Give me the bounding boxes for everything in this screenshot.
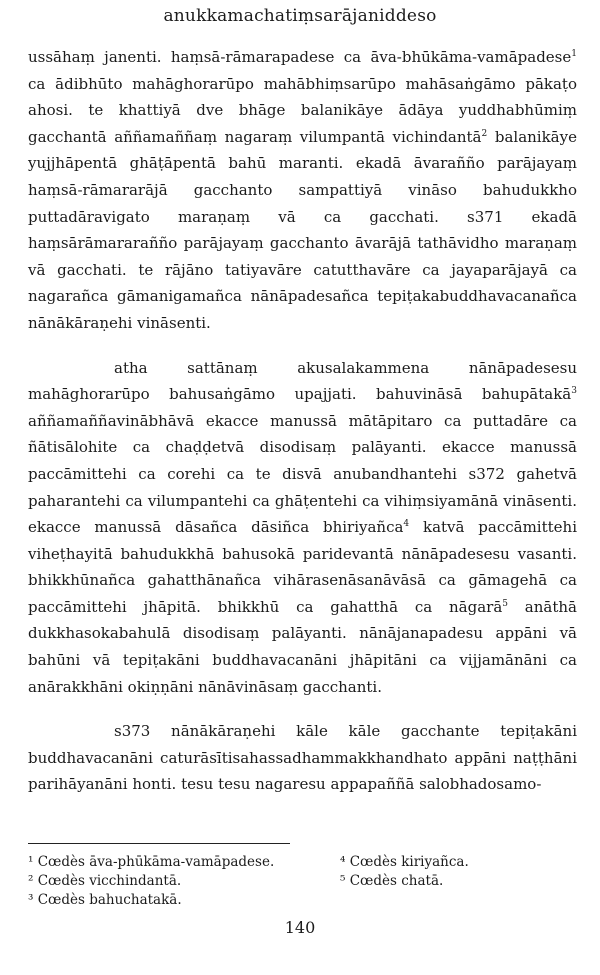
footnote-marker: 1	[571, 49, 577, 59]
text-run: anāthā dukkhasokabahulā disodisaṃ palāyanti. nānājanapadesu appāni vā bahūni vā tepiṭakāni buddhavacanāni jhāpitāni ca vijjamānāni ca anārakkhāni okiṇṇāni nānāvināsaṃ gacchanti.	[28, 597, 577, 696]
text-run: ca ādibhūto mahāghorarūpo mahābhiṃsarūpo mahāsaṅgāmo pākaṭo ahosi. te khattiyā dve bhāge balanikāye ādāya yuddhabhūmiṃ gacchantā aññamaññaṃ nagaraṃ vilumpantā vichindantā	[28, 74, 577, 146]
paragraph-1	[28, 44, 577, 337]
footnote-4: ⁴ Cœdès kiriyañca.	[340, 854, 469, 870]
footnotes-left	[28, 853, 274, 910]
text-run: aññamaññavinābhāvā ekacce manussā mātāpitaro ca puttadāre ca ñātisālohite ca chaḍḍetvā disodisaṃ palāyanti. ekacce manussā paccāmittehi ca corehi ca te disvā anubandhantehi s372 gahetvā paharantehi ca vilumpantehi ca ghāṭentehi ca vihiṃsiyamānā vināsenti. ekacce manussā dāsañca dāsiñca bhiriyañca	[28, 411, 577, 537]
paragraph-3	[28, 718, 577, 798]
footnote-5: ⁵ Cœdès chatā.	[340, 873, 444, 889]
footnote-marker: 2	[481, 128, 488, 139]
text-run: katvā paccāmittehi viheṭhayitā bahudukkhā bahusokā paridevantā nānāpadesesu vasanti. bhikkhūnañca gahatthānañca vihārasenāsanāvāsā ca gāmagehā ca paccāmittehi jhāpitā. bhikkhū ca gahatthā ca nāgarā	[28, 518, 577, 616]
footnote-marker: 4	[403, 519, 410, 530]
main-text	[28, 44, 577, 798]
footnote-rule	[28, 843, 290, 844]
footnote-3: ³ Cœdès bahuchatakā.	[28, 892, 182, 908]
paragraph-2	[28, 355, 577, 701]
text-run: balanikāye yujjhāpentā ghāṭāpentā bahū maranti. ekadā āvarañño parājayaṃ haṃsā-rāmararājā gacchanto sampattiyā vināso bahudukkho puttadāravigato maraṇaṃ vā ca gacchati. s371 ekadā haṃsārāmararañño parājayaṃ gacchanto āvarājā tathāvidho maraṇaṃ vā gacchati. te rājāno tatiyavāre catutthavāre ca jayaparājayā ca nagarañca gāmanigamañca nānāpadesañca tepiṭakabuddhavacanañca nānākāraṇehi vināsenti.	[28, 127, 577, 332]
footnote-marker: 3	[571, 386, 577, 397]
text-run: s373 nānākāraṇehi kāle kāle gacchante tepiṭakāni buddhavacanāni caturāsītisahassadhammakkhandhato appāni naṭṭhāni parihāyanāni honti. tesu tesu nagaresu appapaññā salobhadosamo-	[28, 722, 577, 794]
footnote-marker: 5	[502, 598, 508, 609]
running-head: anukkamachatiṃsarājaniddeso	[163, 6, 437, 26]
footnotes-right	[340, 853, 469, 891]
text-run: ussāhaṃ janenti. haṃsā-rāmarapadese ca āva-bhūkāma-vamāpadese	[28, 48, 572, 66]
footnote-2: ² Cœdès vicchindantā.	[28, 873, 182, 889]
footnote-1: ¹ Cœdès āva-phūkāma-vamāpadese.	[28, 854, 275, 870]
text-run: atha sattānaṃ akusalakammena nānāpadesesu mahāghorarūpo bahusaṅgāmo upajjati. bahuvināsā bahupātakā	[28, 358, 577, 404]
page-number: 140	[284, 918, 316, 937]
